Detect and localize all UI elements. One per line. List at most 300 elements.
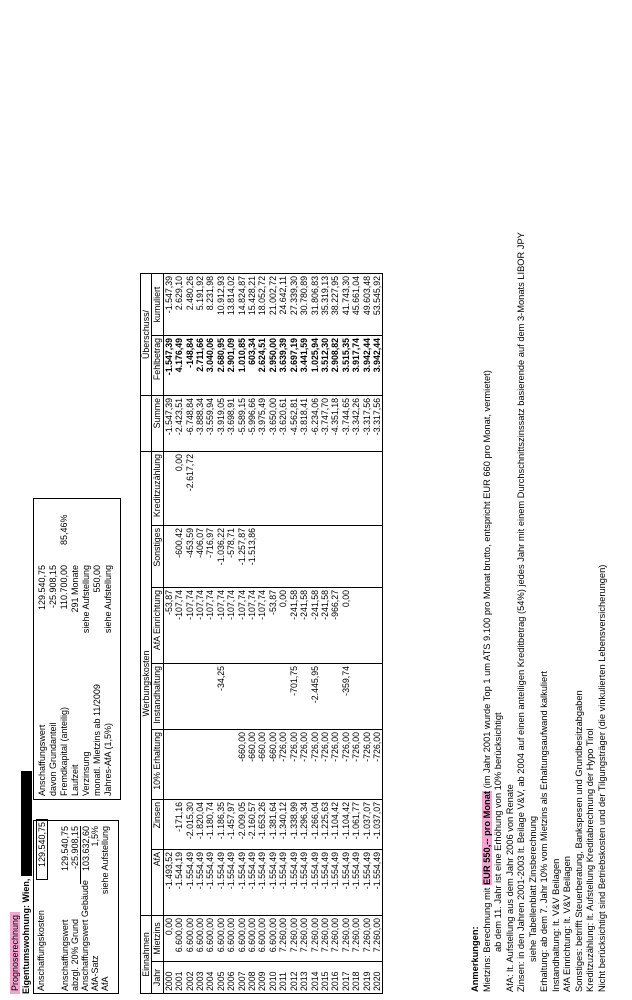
table-cell: 2009 xyxy=(257,962,267,994)
table-cell: -660,00 xyxy=(257,730,267,800)
table-cell xyxy=(163,730,174,800)
fremdkapital-percentage: 85,46% xyxy=(59,514,69,545)
table-cell: -3.317,56 xyxy=(372,396,383,452)
table-cell: 2.624,51 xyxy=(257,336,267,396)
table-cell: -1.037,07 xyxy=(362,800,372,850)
anschaffungskosten-value: 129.540,75 xyxy=(36,819,48,880)
table-cell: -241,58 xyxy=(320,588,330,664)
table-cell xyxy=(205,730,215,800)
table-cell: 1.010,85 xyxy=(237,336,247,396)
table-cell: 2007 xyxy=(237,962,247,994)
table-cell xyxy=(163,664,174,730)
table-cell: 2.680,95 xyxy=(216,336,226,396)
table-cell: -1.338,99 xyxy=(289,800,299,850)
table-cell: -1.547,39 xyxy=(163,396,174,452)
table-cell: 0,00 xyxy=(278,588,288,664)
table-cell xyxy=(163,800,174,850)
table-cell: -2.617,72 xyxy=(185,452,195,526)
table-cell xyxy=(362,664,372,730)
table-cell: 2013 xyxy=(299,962,309,994)
note-mietzins-highlight: EUR 550,-- pro Monat xyxy=(481,791,492,886)
table-row xyxy=(320,274,330,994)
table-cell: 10.912,93 xyxy=(216,274,226,336)
table-cell: 2005 xyxy=(216,962,226,994)
note-line: Instandhaltung: lt. V&V Beilagen xyxy=(550,858,561,992)
table-cell xyxy=(257,664,267,730)
right-row-label: Fremdkapital (anteilig) xyxy=(59,706,69,796)
table-cell: 6.600,00 xyxy=(185,916,195,962)
table-cell: -2.160,57 xyxy=(247,800,257,850)
table-cell xyxy=(216,730,226,800)
table-cell: -107,74 xyxy=(174,588,184,664)
table-cell xyxy=(341,452,351,526)
table-cell xyxy=(226,730,236,800)
right-row-value: 129.540,75 xyxy=(37,565,47,611)
table-cell: -2.015,30 xyxy=(185,800,195,850)
note-line: siehe Tabellenblatt Zinsberechnung xyxy=(527,815,538,962)
table-cell xyxy=(174,730,184,800)
left-row-label: AfA xyxy=(100,976,110,991)
table-cell xyxy=(237,664,247,730)
table-cell xyxy=(257,452,267,526)
table-row xyxy=(174,274,184,994)
table-cell: -1.180,74 xyxy=(205,800,215,850)
table-cell: -3.744,65 xyxy=(341,396,351,452)
table-cell xyxy=(372,526,383,588)
column-header: Mietzins xyxy=(152,916,163,962)
table-cell: 0,00 xyxy=(163,916,174,962)
table-cell xyxy=(351,452,361,526)
table-cell xyxy=(362,526,372,588)
table-cell xyxy=(268,526,278,588)
table-row xyxy=(299,274,309,994)
table-cell: 2.908,82 xyxy=(330,336,340,396)
table-row xyxy=(330,274,340,994)
column-header-row xyxy=(152,274,163,994)
left-row-value: -25.908,15 xyxy=(70,826,80,870)
table-cell xyxy=(174,664,184,730)
table-cell: 14.824,87 xyxy=(237,274,247,336)
table-cell xyxy=(195,730,205,800)
table-cell: 2002 xyxy=(185,962,195,994)
table-cell: 2006 xyxy=(226,962,236,994)
table-cell: -726,00 xyxy=(330,730,340,800)
table-cell: 6.600,00 xyxy=(226,916,236,962)
table-cell: -3.342,26 xyxy=(351,396,361,452)
table-cell: 27.339,30 xyxy=(289,274,299,336)
table-cell: 2.950,00 xyxy=(268,336,278,396)
table-cell xyxy=(299,526,309,588)
table-cell: -241,58 xyxy=(310,588,320,664)
table-cell: 2019 xyxy=(362,962,372,994)
table-cell: -1.225,63 xyxy=(320,800,330,850)
table-cell: -1.547,39 xyxy=(163,274,174,336)
table-cell: 3.441,59 xyxy=(299,336,309,396)
table-cell: 603,34 xyxy=(247,336,257,396)
table-cell: -3.888,34 xyxy=(195,396,205,452)
right-row-label: monatl. Mietzins ab 11/2009 xyxy=(92,684,102,796)
table-cell: 41.743,30 xyxy=(341,274,351,336)
table-cell: -1.544,19 xyxy=(174,850,184,916)
table-cell xyxy=(330,526,340,588)
table-cell: -1.257,87 xyxy=(237,526,247,588)
table-cell xyxy=(205,664,215,730)
right-row-label: davon Grundanteil xyxy=(48,722,58,796)
column-header: Jahr xyxy=(152,962,163,994)
table-cell: 0,00 xyxy=(174,452,184,526)
table-cell: -107,74 xyxy=(185,588,195,664)
column-header: Instandhaltung xyxy=(152,664,163,730)
table-cell: -107,74 xyxy=(216,588,226,664)
table-cell: 2.711,66 xyxy=(195,336,205,396)
table-cell: -1.554,49 xyxy=(216,850,226,916)
table-cell: 35.319,13 xyxy=(320,274,330,336)
table-cell: 2012 xyxy=(289,962,299,994)
table-cell xyxy=(320,452,330,526)
table-cell xyxy=(372,452,383,526)
table-cell: -2.445,95 xyxy=(310,664,320,730)
table-cell: 2.480,26 xyxy=(185,274,195,336)
notes-heading: Anmerkungen: xyxy=(470,926,480,992)
table-cell: -359,74 xyxy=(341,664,351,730)
table-cell xyxy=(247,452,257,526)
table-cell xyxy=(330,452,340,526)
table-cell: 6.600,00 xyxy=(268,916,278,962)
table-row xyxy=(195,274,205,994)
table-cell: -53,87 xyxy=(268,588,278,664)
left-row-label: Anschaffungswert Gebäude xyxy=(80,880,90,991)
note-line: Sonstiges: betrifft Steuerberatung, Bankspesen und Grundbesitzabgaben xyxy=(573,690,584,992)
table-cell: -966,27 xyxy=(330,588,340,664)
table-cell: 3.512,30 xyxy=(320,336,330,396)
table-cell: 21.002,72 xyxy=(268,274,278,336)
table-cell: 2014 xyxy=(310,962,320,994)
note-line: AfA: lt. Aufstellung aus dem Jahr 2006 von Renate xyxy=(504,784,515,992)
table-cell: -1.554,49 xyxy=(341,850,351,916)
table-row xyxy=(163,274,174,994)
table-cell xyxy=(195,452,205,526)
table-cell: -3.698,91 xyxy=(226,396,236,452)
table-cell: 1.025,94 xyxy=(310,336,320,396)
table-cell: 6.600,00 xyxy=(247,916,257,962)
note-line: Nicht berücksichtigt sind Betriebskosten und der Tilgungsträger (die vinkulierten Lebensversicherungen) xyxy=(596,564,607,992)
table-cell xyxy=(257,526,267,588)
table-cell: 2017 xyxy=(341,962,351,994)
table-cell: -1.493,52 xyxy=(163,850,174,916)
note-line: Erhaltung: ab dem 7. Jahr 10% vom Mietzins als Erhaltungsaufwand kalkuliert xyxy=(539,671,549,992)
table-cell: -1.554,49 xyxy=(257,850,267,916)
table-cell: -1.061,77 xyxy=(351,800,361,850)
table-cell: -1.554,49 xyxy=(268,850,278,916)
column-header: kumuliert xyxy=(152,274,163,336)
table-cell: 7.260,00 xyxy=(278,916,288,962)
table-cell xyxy=(362,588,372,664)
table-row xyxy=(247,274,257,994)
table-cell: -107,74 xyxy=(195,588,205,664)
table-cell: 2015 xyxy=(320,962,330,994)
table-cell: -726,00 xyxy=(299,730,309,800)
table-cell xyxy=(341,526,351,588)
table-cell: -1.554,49 xyxy=(195,850,205,916)
table-cell: -726,00 xyxy=(341,730,351,800)
table-cell: 3.040,06 xyxy=(205,336,215,396)
table-cell: 15.428,21 xyxy=(247,274,257,336)
table-cell: 2004 xyxy=(205,962,215,994)
table-cell: 6.600,00 xyxy=(237,916,247,962)
table-cell: -406,07 xyxy=(195,526,205,588)
table-cell xyxy=(299,664,309,730)
table-cell: 2020 xyxy=(372,962,383,994)
table-cell: -726,00 xyxy=(372,730,383,800)
table-cell xyxy=(278,526,288,588)
table-cell: -726,00 xyxy=(289,730,299,800)
table-cell: -107,74 xyxy=(237,588,247,664)
table-row xyxy=(372,274,383,994)
table-row xyxy=(185,274,195,994)
table-cell: 6.600,00 xyxy=(216,916,226,962)
table-cell: -2.423,51 xyxy=(174,396,184,452)
table-cell: -4.351,18 xyxy=(330,396,340,452)
anschaffungskosten-label: Anschaffungskosten xyxy=(36,910,46,991)
notes-section xyxy=(470,232,608,992)
table-cell: -726,00 xyxy=(351,730,361,800)
table-cell: -726,00 xyxy=(320,730,330,800)
unit-label: Top 1 xyxy=(22,786,32,810)
table-cell: -3.919,05 xyxy=(216,396,226,452)
table-cell: -3.620,61 xyxy=(278,396,288,452)
table-cell: 2008 xyxy=(247,962,257,994)
column-header: AfA Einrichtung xyxy=(152,588,163,664)
note-line xyxy=(482,232,494,992)
right-row-value: 550,00 xyxy=(92,565,102,593)
table-cell: -34,25 xyxy=(216,664,226,730)
table-cell: -1.513,86 xyxy=(247,526,257,588)
table-cell: 3.639,39 xyxy=(278,336,288,396)
table-cell: -1.554,49 xyxy=(362,850,372,916)
table-cell: 6.600,00 xyxy=(257,916,267,962)
table-cell: -107,74 xyxy=(257,588,267,664)
table-cell: 13.814,02 xyxy=(226,274,236,336)
table-cell: 45.661,04 xyxy=(351,274,361,336)
table-cell: -453,59 xyxy=(185,526,195,588)
table-cell: -3.818,41 xyxy=(299,396,309,452)
column-header: Fehlbetrag xyxy=(152,336,163,396)
group-ueberschuss: Überschuss/ xyxy=(141,274,152,396)
right-row-value: siehe Aufstellung xyxy=(103,565,113,634)
table-cell: -1.554,49 xyxy=(351,850,361,916)
table-cell: -726,00 xyxy=(278,730,288,800)
table-cell: 2.697,19 xyxy=(289,336,299,396)
table-cell xyxy=(268,452,278,526)
column-header: Zinsen xyxy=(152,800,163,850)
table-cell: 7.260,00 xyxy=(310,916,320,962)
table-cell: 30.780,89 xyxy=(299,274,309,336)
right-row-value: 110.700,00 xyxy=(59,565,69,610)
table-cell xyxy=(299,452,309,526)
table-row xyxy=(351,274,361,994)
note-line: Kreditzuzählung: lt. Aufstellung Kreditabrechnung der Hypo Tirol xyxy=(585,728,595,992)
table-row xyxy=(278,274,288,994)
table-cell: -1.554,49 xyxy=(185,850,195,916)
table-cell xyxy=(237,452,247,526)
table-cell: -1.186,35 xyxy=(216,800,226,850)
table-cell xyxy=(372,664,383,730)
table-row xyxy=(216,274,226,994)
right-row-value: -25.908,15 xyxy=(48,565,58,609)
table-cell: -660,00 xyxy=(237,730,247,800)
left-row-label: abzgl. 20% Grund xyxy=(70,918,80,991)
table-cell: -701,75 xyxy=(289,664,299,730)
note-mietzins-prefix: Mietzins: Berechnung mit xyxy=(481,887,492,992)
table-cell: -148,84 xyxy=(185,336,195,396)
table-row xyxy=(310,274,320,994)
table-cell: -1.036,22 xyxy=(216,526,226,588)
table-row xyxy=(268,274,278,994)
table-cell: 5.191,92 xyxy=(195,274,205,336)
table-cell: 7.260,00 xyxy=(351,916,361,962)
table-cell xyxy=(268,664,278,730)
table-cell: -107,74 xyxy=(205,588,215,664)
table-cell xyxy=(163,526,174,588)
table-cell xyxy=(185,730,195,800)
table-cell xyxy=(351,526,361,588)
table-cell: -1.554,49 xyxy=(226,850,236,916)
table-cell xyxy=(163,452,174,526)
table-cell: 3.942,44 xyxy=(362,336,372,396)
table-cell: -3.650,00 xyxy=(268,396,278,452)
right-row-label: Laufzeit xyxy=(70,764,80,796)
column-header: AfA xyxy=(152,850,163,916)
table-cell: -1.653,26 xyxy=(257,800,267,850)
table-cell: -241,58 xyxy=(299,588,309,664)
table-cell: -578,71 xyxy=(226,526,236,588)
table-cell: -1.104,42 xyxy=(330,800,340,850)
table-cell: -4.562,81 xyxy=(289,396,299,452)
table-cell: -1.554,49 xyxy=(310,850,320,916)
table-cell: -1.554,49 xyxy=(330,850,340,916)
table-cell: 3.515,35 xyxy=(341,336,351,396)
table-row xyxy=(257,274,267,994)
table-cell: 2016 xyxy=(330,962,340,994)
table-cell: -726,00 xyxy=(310,730,320,800)
table-cell: 2010 xyxy=(268,962,278,994)
table-row xyxy=(341,274,351,994)
note-line: AfA Einrichtung: lt. V&V Beilagen xyxy=(562,856,572,992)
table-cell: 7.260,00 xyxy=(289,916,299,962)
table-cell: -1.554,49 xyxy=(289,850,299,916)
left-row-value: 1,5% xyxy=(90,826,100,847)
table-cell: -3.975,49 xyxy=(257,396,267,452)
table-cell xyxy=(289,526,299,588)
table-cell: -1.037,07 xyxy=(372,800,383,850)
table-cell: -1.340,12 xyxy=(278,800,288,850)
table-cell: 18.052,72 xyxy=(257,274,267,336)
table-cell: -660,00 xyxy=(247,730,257,800)
table-cell: 4.176,49 xyxy=(174,336,184,396)
table-cell: -3.317,56 xyxy=(362,396,372,452)
table-cell: 2018 xyxy=(351,962,361,994)
table-cell: -1.104,42 xyxy=(341,800,351,850)
table-cell: 8.231,98 xyxy=(205,274,215,336)
table-cell: 7.260,00 xyxy=(362,916,372,962)
table-cell: -2.009,05 xyxy=(237,800,247,850)
table-cell: -1.554,49 xyxy=(237,850,247,916)
table-cell: -1.554,49 xyxy=(278,850,288,916)
table-cell: -1.381,64 xyxy=(268,800,278,850)
table-cell xyxy=(310,526,320,588)
table-cell: -1.296,34 xyxy=(299,800,309,850)
table-cell xyxy=(226,452,236,526)
table-cell: 7.260,00 xyxy=(320,916,330,962)
table-cell: 7.260,00 xyxy=(372,916,383,962)
table-cell: -1.554,49 xyxy=(372,850,383,916)
forecast-table xyxy=(140,273,383,994)
left-row-label: AfA-Satz xyxy=(90,955,100,991)
table-cell: 6.600,00 xyxy=(174,916,184,962)
table-cell: 2003 xyxy=(195,962,205,994)
table-cell: -716,97 xyxy=(205,526,215,588)
table-cell: -1.554,49 xyxy=(205,850,215,916)
table-cell xyxy=(351,588,361,664)
right-row-label: Verzinsung xyxy=(81,751,91,796)
table-cell: -1.554,49 xyxy=(320,850,330,916)
table-cell xyxy=(226,664,236,730)
table-cell xyxy=(216,452,226,526)
table-cell: -107,74 xyxy=(247,588,257,664)
table-cell: 24.642,11 xyxy=(278,274,288,336)
column-header: 10% Erhaltung xyxy=(152,730,163,800)
left-row-label: Anschaffungswert xyxy=(60,919,70,991)
table-cell: -1.820,04 xyxy=(195,800,205,850)
table-cell: 53.545,92 xyxy=(372,274,383,336)
table-cell: -1.554,49 xyxy=(247,850,257,916)
table-cell xyxy=(195,664,205,730)
table-cell: -1.547,39 xyxy=(163,336,174,396)
table-cell: 6.600,00 xyxy=(195,916,205,962)
right-row-value: 291 Monate xyxy=(70,565,80,613)
table-row xyxy=(237,274,247,994)
table-cell: 3.917,74 xyxy=(351,336,361,396)
table-cell xyxy=(278,452,288,526)
table-cell: 7.260,00 xyxy=(341,916,351,962)
table-cell: -5.996,66 xyxy=(247,396,257,452)
table-cell: -660,00 xyxy=(268,730,278,800)
table-cell: -5.589,15 xyxy=(237,396,247,452)
group-einnahmen: Einnahmen xyxy=(141,916,152,994)
table-cell xyxy=(372,588,383,664)
column-header: Summe xyxy=(152,396,163,452)
table-cell xyxy=(247,664,257,730)
table-cell xyxy=(185,664,195,730)
table-cell: -600,42 xyxy=(174,526,184,588)
table-cell xyxy=(278,664,288,730)
table-cell xyxy=(289,452,299,526)
table-cell: -1.266,04 xyxy=(310,800,320,850)
note-line: Zinsen: in den Jahren 2001-2003 lt. Beilage V&V, ab 2004 auf einen anteiligen Kreditbetrag (54%) jedes Jahr mit einem Durchschnittszinssatz basierende auf dem 3-Monats LIBOR JPY xyxy=(516,232,526,992)
table-cell: -3.747,70 xyxy=(320,396,330,452)
table-cell: -171,16 xyxy=(174,800,184,850)
table-cell: 3.942,44 xyxy=(372,336,383,396)
left-row-value: 129.540,75 xyxy=(60,826,70,872)
table-cell: 2000 xyxy=(163,962,174,994)
right-row-value: siehe Aufstellung xyxy=(81,565,91,634)
table-cell: -1.457,97 xyxy=(226,800,236,850)
right-row-label: Anschaffungswert xyxy=(37,724,47,796)
table-cell: 38.227,95 xyxy=(330,274,340,336)
table-row xyxy=(226,274,236,994)
document-title: Prognoserechnung xyxy=(10,912,20,994)
column-header: Kreditzuzählung xyxy=(152,452,163,526)
